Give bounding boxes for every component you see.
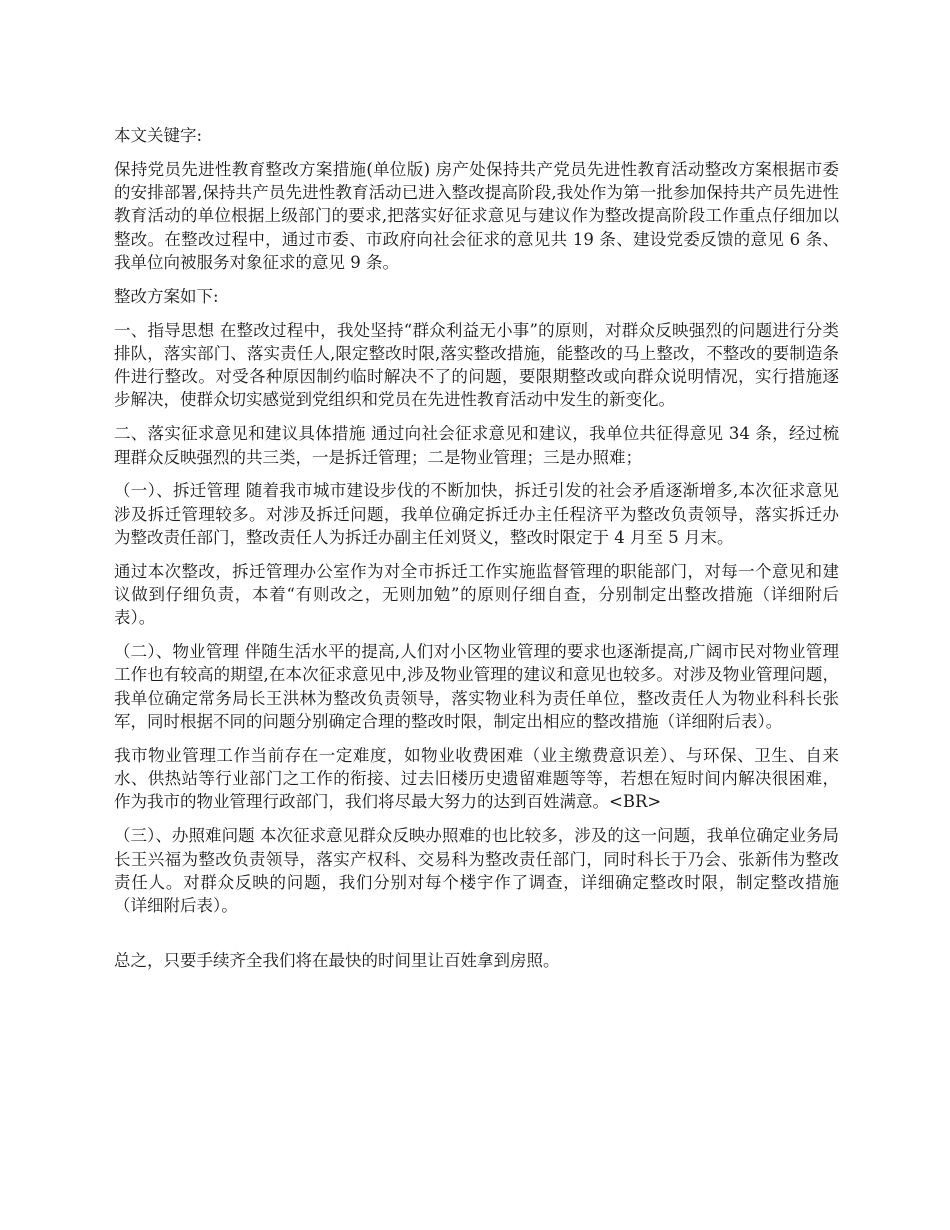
item-license-difficulty: （三）、办照难问题 本次征求意见群众反映办照难的也比较多，涉及的这一问题，我单位确定业务局长王兴福为整改负责领导，落实产权科、交易科为整改责任部门，同时科长于乃会、张新伟为整改责任人。对群众反映的问题，我们分别对每个楼宇作了调查，详细确定整改时限，制定整改措施（详细附后表）。 <box>114 826 839 916</box>
keywords-label: 本文关键字: <box>114 126 203 145</box>
item-property-followup: 我市物业管理工作当前存在一定难度，如物业收费困难（业主缴费意识差）、与环保、卫生、自来水、供热站等行业部门之工作的衔接、过去旧楼历史遗留难题等等，若想在短时间内解决很困难，作为我市的物业管理行政部门，我们将尽最大努力的达到百姓满意。<BR> <box>114 745 839 812</box>
section-guiding-ideology: 一、指导思想 在整改过程中，我处坚持“群众利益无小事”的原则，对群众反映强烈的问题进行分类排队，落实部门、落实责任人,限定整改时限,落实整改措施，能整改的马上整改，不整改的要制造条件进行整改。对受各种原因制约临时解决不了的问题，要限期整改或向群众说明情况，实行措施逐步解决，使群众切实感觉到党组织和党员在先进性教育活动中发生的新变化。 <box>114 320 839 410</box>
plan-heading: 整改方案如下: <box>114 286 219 306</box>
document-body <box>114 124 839 983</box>
item-demolition-followup: 通过本次整改，拆迁管理办公室作为对全市拆迁工作实施监督管理的职能部门，对每一个意见和建议做到仔细负责，本着“有则改之，无则加勉”的原则仔细自查，分别制定出整改措施（详细附后表）。 <box>114 561 839 628</box>
section-measures: 二、落实征求意见和建议具体措施 通过向社会征求意见和建议，我单位共征得意见 34 条，经过梳理群众反映强烈的共三类，一是拆迁管理；二是物业管理；三是办照难； <box>114 424 839 467</box>
intro-paragraph: 保持党员先进性教育整改方案措施(单位版) 房产处保持共产党员先进性教育活动整改方案根据市委的安排部署,保持共产员先进性教育活动已进入整改提高阶段,我处作为第一批参加保持共产员先进性教育活动的单位根据上级部门的要求,把落实好征求意见与建议作为整改提高阶段工作重点仔细加以整改。在整改过程中，通过市委、市政府向社会征求的意见共 19 条、建设党委反馈的意见 6 条、我单位向被服务对象征求的意见 9 条。 <box>114 159 839 272</box>
conclusion-paragraph: 总之，只要手续齐全我们将在最快的时间里让百姓拿到房照。 <box>114 951 560 971</box>
item-property-management: （二）、物业管理 伴随生活水平的提高,人们对小区物业管理的要求也逐渐提高,广阔市民对物业管理工作也有较高的期望,在本次征求意见中,涉及物业管理的建议和意见也较多。对涉及物业管理问题，我单位确定常务局长王洪林为整改负责领导，落实物业科为责任单位，整改责任人为物业科科长张军，同时根据不同的问题分别确定合理的整改时限，制定出相应的整改措施（详细附后表）。 <box>114 642 839 732</box>
item-demolition-management: （一）、拆迁管理 随着我市城市建设步伐的不断加快，拆迁引发的社会矛盾逐渐增多,本次征求意见涉及拆迁管理较多。对涉及拆迁问题，我单位确定拆迁办主任程济平为整改负责领导，落实拆迁办为整改责任部门，整改责任人为拆迁办副主任刘贤义，整改时限定于 4 月至 5 月末。 <box>114 481 839 547</box>
